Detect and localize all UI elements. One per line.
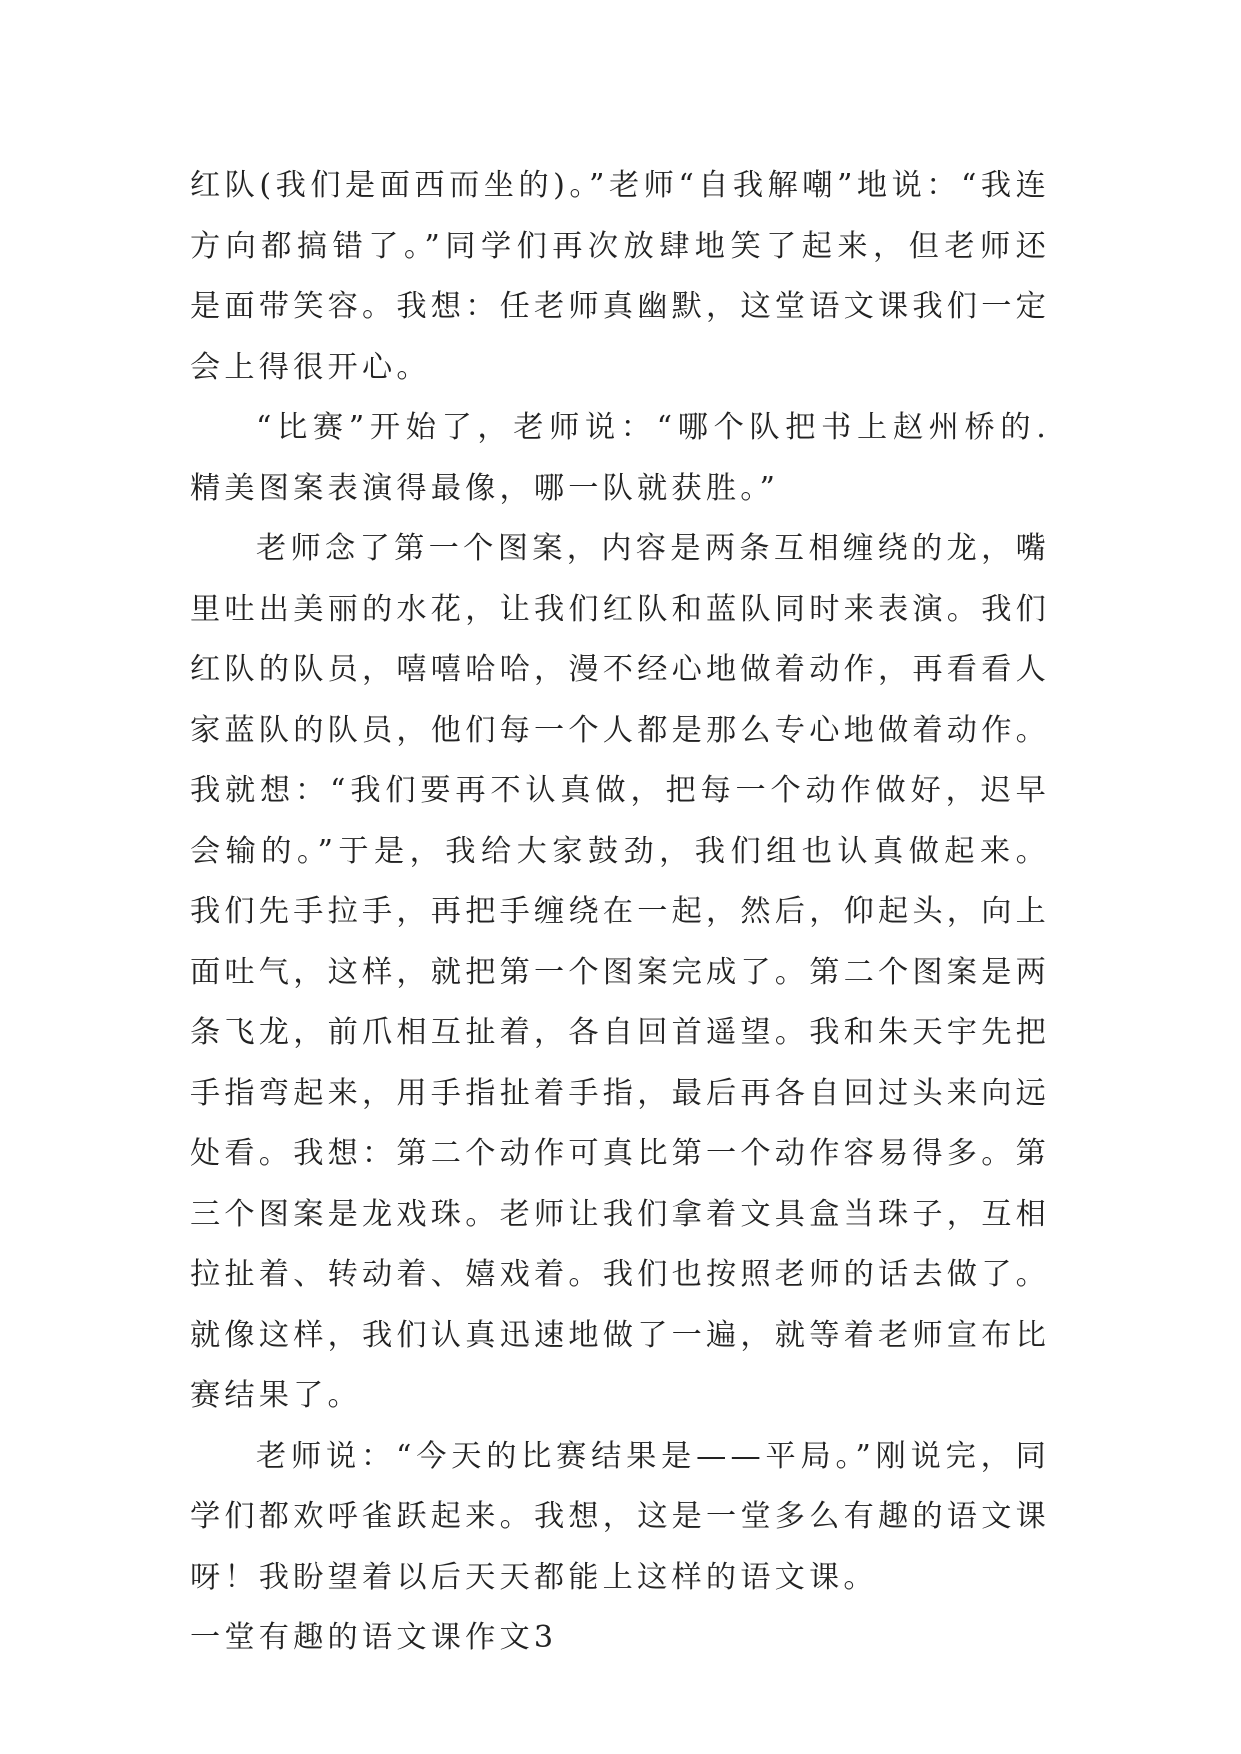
paragraph-3: 老师念了第一个图案，内容是两条互相缠绕的龙，嘴里吐出美丽的水花，让我们红队和蓝队同时来表演。我们红队的队员，嘻嘻哈哈，漫不经心地做着动作，再看看人家蓝队的队员，他们每一个人都是那么专心地做着动作。我就想：“我们要再不认真做，把每一个动作做好，迟早会输的。”于是，我给大家鼓劲，我们组也认真做起来。我们先手拉手，再把手缠绕在一起，然后，仰起头，向上面吐气，这样，就把第一个图案完成了。第二个图案是两条飞龙，前爪相互扯着，各自回首遥望。我和朱天宇先把手指弯起来，用手指扯着手指，最后再各自回过头来向远处看。我想：第二个动作可真比第一个动作容易得多。第三个图案是龙戏珠。老师让我们拿着文具盒当珠子，互相拉扯着、转动着、嬉戏着。我们也按照老师的话去做了。就像这样，我们认真迅速地做了一遍，就等着老师宣布比赛结果了。 [190,531,1050,1413]
paragraph-4: 老师说：“今天的比赛结果是——平局。”刚说完，同学们都欢呼雀跃起来。我想，这是一堂多么有趣的语文课呀！我盼望着以后天天都能上这样的语文课。 [190,1438,1050,1595]
paragraph-2: “比赛”开始了，老师说：“哪个队把书上赵州桥的.精美图案表演得最像，哪一队就获胜。” [190,410,1050,506]
document-body [190,156,1050,1669]
next-essay-title: 一堂有趣的语文课作文3 [190,1620,558,1655]
paragraph-1: 红队(我们是面西而坐的)。”老师“自我解嘲”地说：“我连方向都搞错了。”同学们再次放肆地笑了起来，但老师还是面带笑容。我想：任老师真幽默，这堂语文课我们一定会上得很开心。 [190,168,1050,385]
